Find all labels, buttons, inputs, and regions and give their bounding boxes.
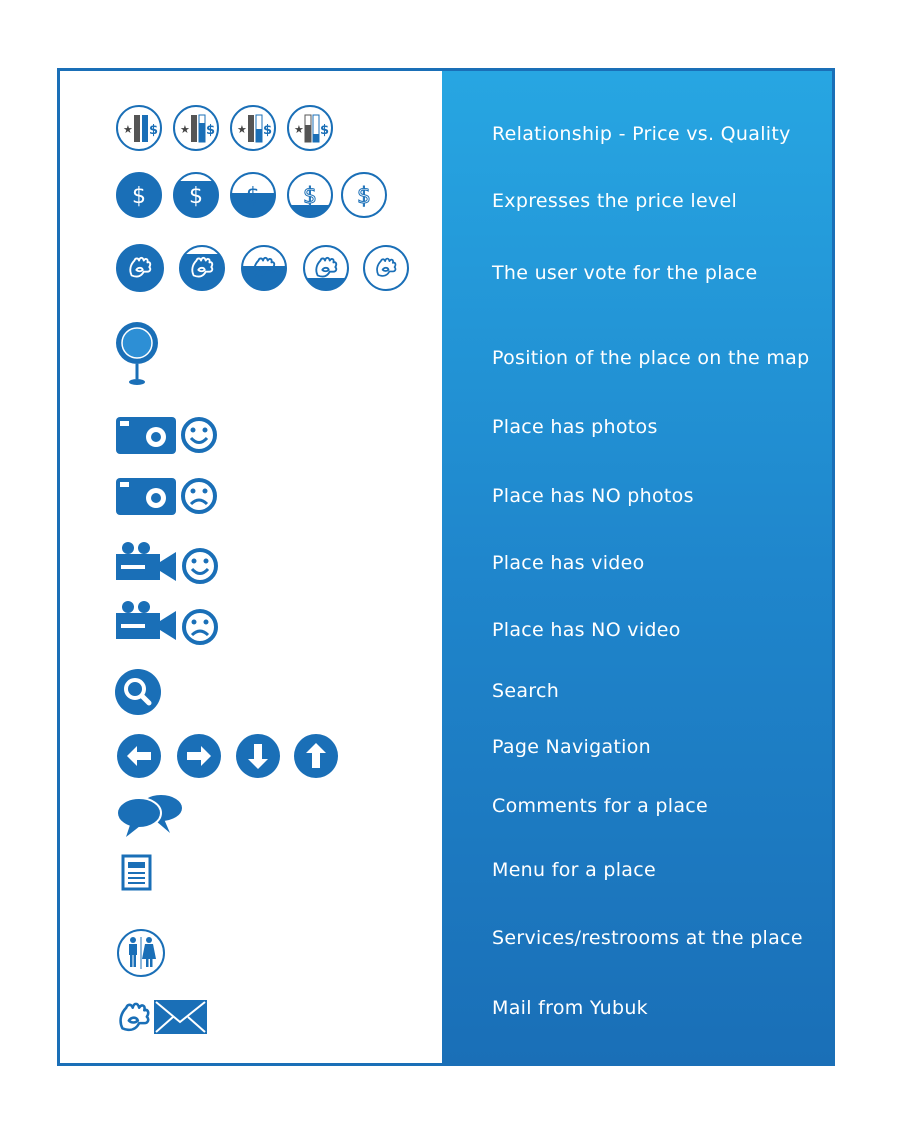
map-pin-icon bbox=[116, 322, 158, 385]
legend-label-search: Search bbox=[492, 680, 560, 702]
arrow-right-icon bbox=[177, 734, 221, 778]
arrow-down-icon bbox=[236, 734, 280, 778]
arrow-navigation-icons bbox=[117, 734, 338, 778]
price-quality-bar-icons bbox=[117, 106, 332, 150]
dollar-glyph: $ bbox=[320, 123, 330, 138]
icon-canvas bbox=[60, 71, 442, 1063]
video-smile-icon bbox=[116, 542, 216, 582]
description-panel bbox=[442, 71, 832, 1063]
svg-text:★: ★ bbox=[123, 123, 133, 136]
hand-vote-icons bbox=[117, 245, 408, 291]
vote-level-5 bbox=[364, 246, 408, 290]
svg-text:★: ★ bbox=[294, 123, 304, 136]
price-quality-icon-3 bbox=[231, 106, 275, 150]
legend-label-menu: Menu for a place bbox=[492, 859, 656, 881]
dollar-level-4 bbox=[288, 173, 332, 217]
dollar-level-3 bbox=[231, 173, 275, 217]
legend-label-price-quality: Relationship - Price vs. Quality bbox=[492, 123, 791, 145]
legend-label-map-position: Position of the place on the map bbox=[492, 347, 810, 369]
vote-level-3 bbox=[242, 246, 286, 290]
legend-label-price-level: Expresses the price level bbox=[492, 190, 738, 212]
vote-level-1 bbox=[117, 245, 163, 291]
dollar-glyph: $ bbox=[246, 184, 260, 209]
dollar-glyph: $ bbox=[189, 184, 203, 209]
dollar-glyph: $ bbox=[206, 123, 216, 138]
legend-label-no-video: Place has NO video bbox=[492, 619, 681, 641]
svg-text:★: ★ bbox=[237, 123, 247, 136]
dollar-glyph: $ bbox=[263, 123, 273, 138]
legend-label-restrooms: Services/restrooms at the place bbox=[492, 927, 803, 949]
dollar-price-level-icons bbox=[117, 173, 386, 217]
arrow-up-icon bbox=[294, 734, 338, 778]
legend-label-has-video: Place has video bbox=[492, 552, 645, 574]
price-quality-icon-4 bbox=[288, 106, 332, 150]
dollar-glyph: $ bbox=[303, 184, 317, 209]
camera-frown-icon bbox=[116, 478, 215, 515]
speech-bubbles-icon bbox=[117, 794, 183, 837]
icon-panel bbox=[60, 71, 442, 1063]
legend-label-page-navigation: Page Navigation bbox=[492, 736, 652, 758]
svg-text:★: ★ bbox=[180, 123, 190, 136]
video-frown-icon bbox=[116, 601, 216, 643]
yubuk-mail-icon bbox=[121, 1000, 207, 1034]
vote-level-4 bbox=[304, 246, 348, 290]
legend-frame bbox=[57, 68, 835, 1066]
legend-label-has-photos: Place has photos bbox=[492, 416, 658, 438]
restroom-icon bbox=[118, 930, 164, 976]
legend-label-comments: Comments for a place bbox=[492, 795, 708, 817]
arrow-left-icon bbox=[117, 734, 161, 778]
camera-smile-icon bbox=[116, 417, 215, 454]
legend-label-user-vote: The user vote for the place bbox=[492, 262, 758, 284]
vote-level-2 bbox=[180, 246, 224, 290]
dollar-glyph: $ bbox=[357, 184, 371, 209]
price-quality-icon-2 bbox=[174, 106, 218, 150]
dollar-glyph: $ bbox=[132, 184, 146, 209]
dollar-level-2 bbox=[174, 173, 218, 217]
legend-label-no-photos: Place has NO photos bbox=[492, 485, 694, 507]
search-icon bbox=[115, 669, 161, 715]
dollar-level-1 bbox=[117, 173, 161, 217]
menu-document-icon bbox=[123, 856, 150, 889]
dollar-level-5 bbox=[342, 173, 386, 217]
legend-label-mail: Mail from Yubuk bbox=[492, 997, 648, 1019]
price-quality-icon-1 bbox=[117, 106, 161, 150]
dollar-glyph: $ bbox=[149, 123, 159, 138]
